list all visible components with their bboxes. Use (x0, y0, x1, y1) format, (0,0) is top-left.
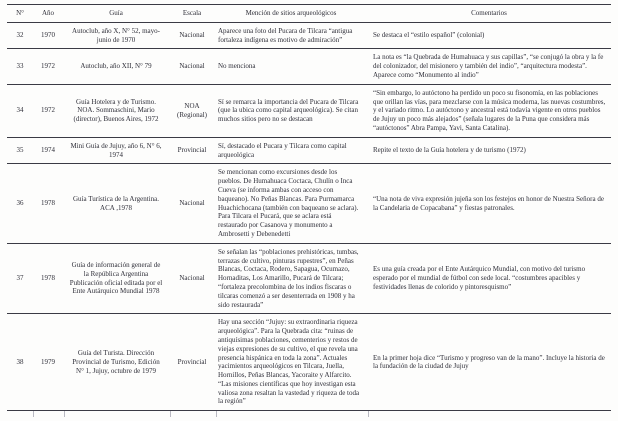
cell-num: 33 (16, 62, 24, 71)
cell-comentarios: Se destaca el “estilo español” (colonial) (373, 31, 485, 40)
cell-comentarios: Es una guía creada por el Ente Autárquico Mundial, con motivo del turismo esperado por el mundial de fútbol con sede local. “costumbres apacibles y festividades llenas de colorido y pintoresquismo” (373, 265, 586, 291)
table-row (7, 164, 611, 243)
cell-num: 32 (16, 31, 24, 40)
stub-column-divider (34, 411, 65, 417)
cell-escala: NOA (Regional) (177, 101, 207, 119)
cell-num: 38 (16, 357, 24, 366)
cell-num: 35 (16, 146, 24, 155)
cell-ano: 1972 (41, 106, 55, 115)
cell-num: 37 (16, 274, 24, 283)
guides-archaeology-table (7, 4, 611, 411)
table-row (7, 22, 611, 49)
cell-comentarios: En la primer hoja dice “Turismo y progreso van de la mano”. Incluye la historia de la fundación de la ciudad de Jujuy (373, 353, 605, 371)
cell-num: 34 (16, 106, 24, 115)
column-header-escala: Escala (182, 9, 202, 17)
cell-comentarios: “Una nota de viva expresión jujeña son los festejos en honor de Nuestra Señora de la Candelaria de Copacabana” y fiestas patronales. (373, 194, 604, 212)
scanned-table-page (7, 0, 611, 417)
table-row (7, 137, 611, 164)
cell-mencion: Aparece una foto del Pucara de Tilcara “antigua fortaleza indígena es motivo de admiración” (218, 26, 353, 44)
cell-mencion: Se señalan las “poblaciones prehistóricas, tumbas, terrazas de cultivo, pinturas rupestres”, en Peñas Blancas, Coctaca, Rodero, Sapagua, Ocumazo, Hornaditas, Los Amarillo, Pucará de Tilcara; “fortaleza precolombina de los indios fiscaras o tilcaras comenzó a ser desenterrada en 1908 y ha sido restaurada” (218, 247, 359, 309)
cell-guia: Guía del Turista. Dirección Provincial de Turismo, Edición N° 1, Jujuy, octubre de 1979 (72, 349, 160, 375)
cell-comentarios: Repite el texto de la Guía hotelera y de turismo (1972) (373, 146, 526, 155)
cell-ano: 1974 (41, 146, 55, 155)
cell-guia: Mini Guía de Jujuy, año 6, N° 6, 1974 (70, 141, 162, 159)
cell-escala: Provincial (177, 146, 207, 155)
cell-ano: 1978 (41, 199, 55, 208)
cell-guia: Guía de información general de la República Argentina Publicación oficial editada por el Ente Autárquico Mundial 1978 (69, 260, 163, 296)
cell-mencion: Sí, destacado el Pucara y Tilcara como capital arqueológica (218, 141, 347, 159)
cell-escala: Nacional (179, 274, 205, 283)
cell-guia: Autoclub, año X, N° 52, mayo-junio de 1970 (72, 26, 160, 44)
cell-escala: Nacional (179, 31, 205, 40)
cell-ano: 1979 (41, 357, 55, 366)
stub-column-divider (369, 411, 611, 417)
cell-ano: 1978 (41, 274, 55, 283)
cell-escala: Provincial (177, 357, 207, 366)
stub-column-divider (7, 411, 34, 417)
cell-comentarios: La nota es “la Quebrada de Humahuaca y sus capillas”, “se conjugó la obra y la fe del colonizador, del misionero y también del indio”, “arquitectura modesta”. Aparece como “Monumento al indio” (373, 53, 604, 79)
column-header-mencion: Mención de sitios arqueológicos (245, 9, 337, 17)
stub-column-divider (171, 411, 218, 417)
next-row-cropped-stub (7, 411, 611, 417)
table-row (7, 314, 611, 411)
cell-comentarios: “Sin embargo, lo autóctono ha perdido un poco su fisonomía, en las poblaciones que orillan las vías, para mezclarse con la música moderna, las nuevas costumbres, y el variado ritmo. Lo autóctono y ancestral está todavía vigente en otros pueblos de Jujuy un poco más alejados” (señala lugares de la Puna que considera más “autóctonos” Abra Pampa, Yavi, Santa Catalina). (373, 88, 606, 132)
cell-mencion: No menciona (218, 62, 256, 71)
table-row (7, 49, 611, 84)
cell-escala: Nacional (179, 199, 205, 208)
cell-guia: Guía Turística de la Argentina. ACA ,1978 (73, 194, 159, 212)
column-header-num: N° (16, 9, 24, 17)
cell-escala: Nacional (179, 62, 205, 71)
cell-mencion: Hay una sección “Jujuy: su extraordinaria riqueza arqueológica”. Para la Quebrada cita: “ruinas de antiquísimas poblaciones, cementerios y restos de viejas expresiones de su cultivo, el que revela una presencia hispánica en toda la zona”. Actuales yacimientos arqueológicos en Tilcara, Juella, Hornillos, Peñas Blancas, Yacoraite y Alfarcito. “Las misiones científicas que hoy investigan esta valiosa zona resaltan la vastedad y riqueza de toda la región” (218, 318, 360, 406)
cell-mencion: Se mencionan como excursiones desde los pueblos. De Humahuaca Coctaca, Chulín o Inca Cueva (se informa ambas con acceso con baqueano). No Peñas Blancas. Para Purmamarca Huachichocana (también con baqueano se aclara). Para Tilcara el Pucará, que se aclara está restaurado por Casanova y monumento a Ambrosetti y Debenedetti (218, 168, 359, 238)
cell-guia: Autoclub, año XII, N° 79 (80, 62, 152, 71)
cell-mencion: Sí se remarca la importancia del Pucara de Tilcara (que la ubica como capital arqueológica). Se citan muchos sitios pero no se destacan (218, 97, 359, 124)
stub-column-divider (217, 411, 369, 417)
column-header-guia: Guía (109, 9, 123, 17)
cell-ano: 1970 (41, 31, 55, 40)
header-row (7, 5, 611, 23)
cell-guia: Guía Hotelera y de Turismo. NOA. Sommaschini, Mario (director), Buenos Aires, 1972 (73, 97, 159, 124)
table-row (7, 84, 611, 137)
column-header-ano: Año (41, 9, 55, 17)
cell-num: 36 (16, 199, 24, 208)
stub-column-divider (65, 411, 171, 417)
table-row (7, 243, 611, 314)
column-header-comentarios: Comentarios (471, 9, 507, 17)
cell-ano: 1972 (41, 62, 55, 71)
